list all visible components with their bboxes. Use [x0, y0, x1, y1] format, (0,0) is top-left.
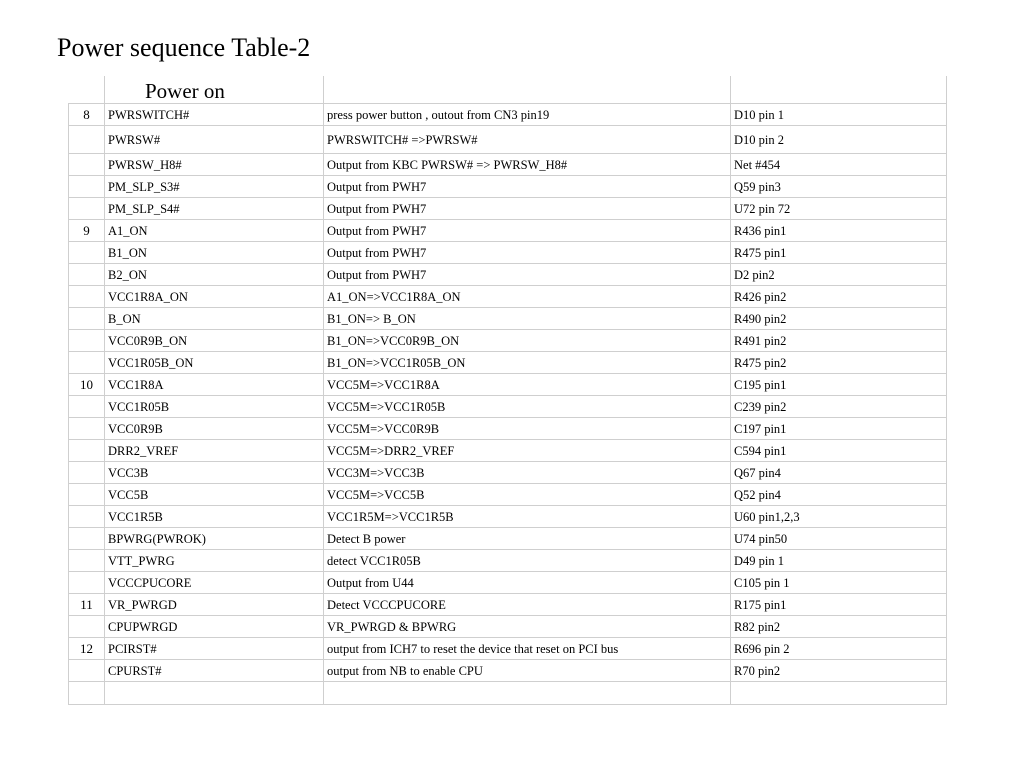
signal-cell: CPUPWRGD [105, 616, 324, 638]
location-cell: U72 pin 72 [731, 198, 947, 220]
header-description-cell [324, 76, 731, 104]
step-cell [69, 198, 105, 220]
location-cell: D10 pin 2 [731, 126, 947, 154]
step-cell [69, 352, 105, 374]
table-body [69, 76, 947, 705]
location-cell: R491 pin2 [731, 330, 947, 352]
location-cell: R436 pin1 [731, 220, 947, 242]
empty-cell [731, 682, 947, 705]
signal-cell: PWRSW# [105, 126, 324, 154]
signal-cell: VTT_PWRG [105, 550, 324, 572]
signal-cell: B_ON [105, 308, 324, 330]
description-cell: VCC5M=>VCC1R05B [324, 396, 731, 418]
location-cell: D10 pin 1 [731, 104, 947, 126]
table-header-power-on: Power on [105, 76, 324, 104]
location-cell: Q67 pin4 [731, 462, 947, 484]
power-sequence-table-container [68, 76, 947, 705]
location-cell: R696 pin 2 [731, 638, 947, 660]
empty-cell [69, 682, 105, 705]
description-cell: Output from PWH7 [324, 198, 731, 220]
step-cell: 12 [69, 638, 105, 660]
table-row [69, 154, 947, 176]
step-cell: 8 [69, 104, 105, 126]
description-cell: Output from PWH7 [324, 264, 731, 286]
step-cell [69, 462, 105, 484]
signal-cell: VCC1R8A [105, 374, 324, 396]
signal-cell: B1_ON [105, 242, 324, 264]
step-cell [69, 176, 105, 198]
table-row [69, 220, 947, 242]
location-cell: C195 pin1 [731, 374, 947, 396]
location-cell: Q52 pin4 [731, 484, 947, 506]
table-row [69, 550, 947, 572]
table-row [69, 462, 947, 484]
table-row [69, 506, 947, 528]
step-cell [69, 126, 105, 154]
step-cell [69, 242, 105, 264]
description-cell: VCC5M=>DRR2_VREF [324, 440, 731, 462]
location-cell: R82 pin2 [731, 616, 947, 638]
signal-cell: PWRSWITCH# [105, 104, 324, 126]
description-cell: detect VCC1R05B [324, 550, 731, 572]
location-cell: Net #454 [731, 154, 947, 176]
location-cell: U60 pin1,2,3 [731, 506, 947, 528]
page-title: Power sequence Table-2 [57, 33, 311, 62]
table-row [69, 638, 947, 660]
table-row [69, 308, 947, 330]
location-cell: U74 pin50 [731, 528, 947, 550]
description-cell: press power button , outout from CN3 pin19 [324, 104, 731, 126]
step-cell [69, 396, 105, 418]
signal-cell: CPURST# [105, 660, 324, 682]
table-row [69, 352, 947, 374]
description-cell: B1_ON=> B_ON [324, 308, 731, 330]
header-location-cell [731, 76, 947, 104]
step-cell [69, 484, 105, 506]
step-cell: 11 [69, 594, 105, 616]
location-cell: C105 pin 1 [731, 572, 947, 594]
signal-cell: VCC1R8A_ON [105, 286, 324, 308]
description-cell: VCC5M=>VCC5B [324, 484, 731, 506]
signal-cell: PCIRST# [105, 638, 324, 660]
signal-cell: VCC1R5B [105, 506, 324, 528]
description-cell: Detect VCCCPUCORE [324, 594, 731, 616]
signal-cell: VCCCPUCORE [105, 572, 324, 594]
location-cell: C594 pin1 [731, 440, 947, 462]
step-cell [69, 264, 105, 286]
step-cell: 9 [69, 220, 105, 242]
signal-cell: VCC0R9B_ON [105, 330, 324, 352]
table-row [69, 440, 947, 462]
location-cell: R490 pin2 [731, 308, 947, 330]
signal-cell: DRR2_VREF [105, 440, 324, 462]
step-cell [69, 286, 105, 308]
table-row [69, 660, 947, 682]
step-cell: 10 [69, 374, 105, 396]
description-cell: B1_ON=>VCC0R9B_ON [324, 330, 731, 352]
power-sequence-table [68, 76, 947, 705]
signal-cell: VCC1R05B [105, 396, 324, 418]
signal-cell: VCC5B [105, 484, 324, 506]
description-cell: Output from U44 [324, 572, 731, 594]
table-row [69, 198, 947, 220]
table-row [69, 616, 947, 638]
table-row [69, 242, 947, 264]
table-row [69, 126, 947, 154]
step-cell [69, 572, 105, 594]
description-cell: Output from PWH7 [324, 220, 731, 242]
step-cell [69, 440, 105, 462]
table-row [69, 330, 947, 352]
description-cell: output from NB to enable CPU [324, 660, 731, 682]
step-cell [69, 308, 105, 330]
location-cell: D49 pin 1 [731, 550, 947, 572]
table-row [69, 594, 947, 616]
table-row [69, 528, 947, 550]
step-cell [69, 154, 105, 176]
table-row [69, 484, 947, 506]
table-row [69, 104, 947, 126]
step-cell [69, 616, 105, 638]
location-cell: C197 pin1 [731, 418, 947, 440]
header-step-cell [69, 76, 105, 104]
table-row [69, 264, 947, 286]
description-cell: Output from KBC PWRSW# => PWRSW_H8# [324, 154, 731, 176]
location-cell: C239 pin2 [731, 396, 947, 418]
signal-cell: PM_SLP_S4# [105, 198, 324, 220]
description-cell: VCC1R5M=>VCC1R5B [324, 506, 731, 528]
step-cell [69, 528, 105, 550]
description-cell: A1_ON=>VCC1R8A_ON [324, 286, 731, 308]
signal-cell: PWRSW_H8# [105, 154, 324, 176]
description-cell: VR_PWRGD & BPWRG [324, 616, 731, 638]
signal-cell: VCC3B [105, 462, 324, 484]
signal-cell: VCC1R05B_ON [105, 352, 324, 374]
description-cell: B1_ON=>VCC1R05B_ON [324, 352, 731, 374]
step-cell [69, 330, 105, 352]
table-header-row [69, 76, 947, 104]
signal-cell: PM_SLP_S3# [105, 176, 324, 198]
description-cell: VCC3M=>VCC3B [324, 462, 731, 484]
location-cell: R426 pin2 [731, 286, 947, 308]
signal-cell: BPWRG(PWROK) [105, 528, 324, 550]
table-row-empty [69, 682, 947, 705]
table-row [69, 572, 947, 594]
step-cell [69, 506, 105, 528]
table-row [69, 396, 947, 418]
description-cell: output from ICH7 to reset the device that reset on PCI bus [324, 638, 731, 660]
empty-cell [105, 682, 324, 705]
location-cell: Q59 pin3 [731, 176, 947, 198]
description-cell: VCC5M=>VCC0R9B [324, 418, 731, 440]
table-row [69, 176, 947, 198]
description-cell: Output from PWH7 [324, 242, 731, 264]
signal-cell: VR_PWRGD [105, 594, 324, 616]
location-cell: D2 pin2 [731, 264, 947, 286]
step-cell [69, 660, 105, 682]
step-cell [69, 550, 105, 572]
table-row [69, 286, 947, 308]
description-cell: Detect B power [324, 528, 731, 550]
signal-cell: VCC0R9B [105, 418, 324, 440]
signal-cell: A1_ON [105, 220, 324, 242]
location-cell: R475 pin2 [731, 352, 947, 374]
description-cell: VCC5M=>VCC1R8A [324, 374, 731, 396]
location-cell: R175 pin1 [731, 594, 947, 616]
table-row [69, 418, 947, 440]
location-cell: R475 pin1 [731, 242, 947, 264]
description-cell: Output from PWH7 [324, 176, 731, 198]
location-cell: R70 pin2 [731, 660, 947, 682]
table-row [69, 374, 947, 396]
step-cell [69, 418, 105, 440]
empty-cell [324, 682, 731, 705]
signal-cell: B2_ON [105, 264, 324, 286]
description-cell: PWRSWITCH# =>PWRSW# [324, 126, 731, 154]
